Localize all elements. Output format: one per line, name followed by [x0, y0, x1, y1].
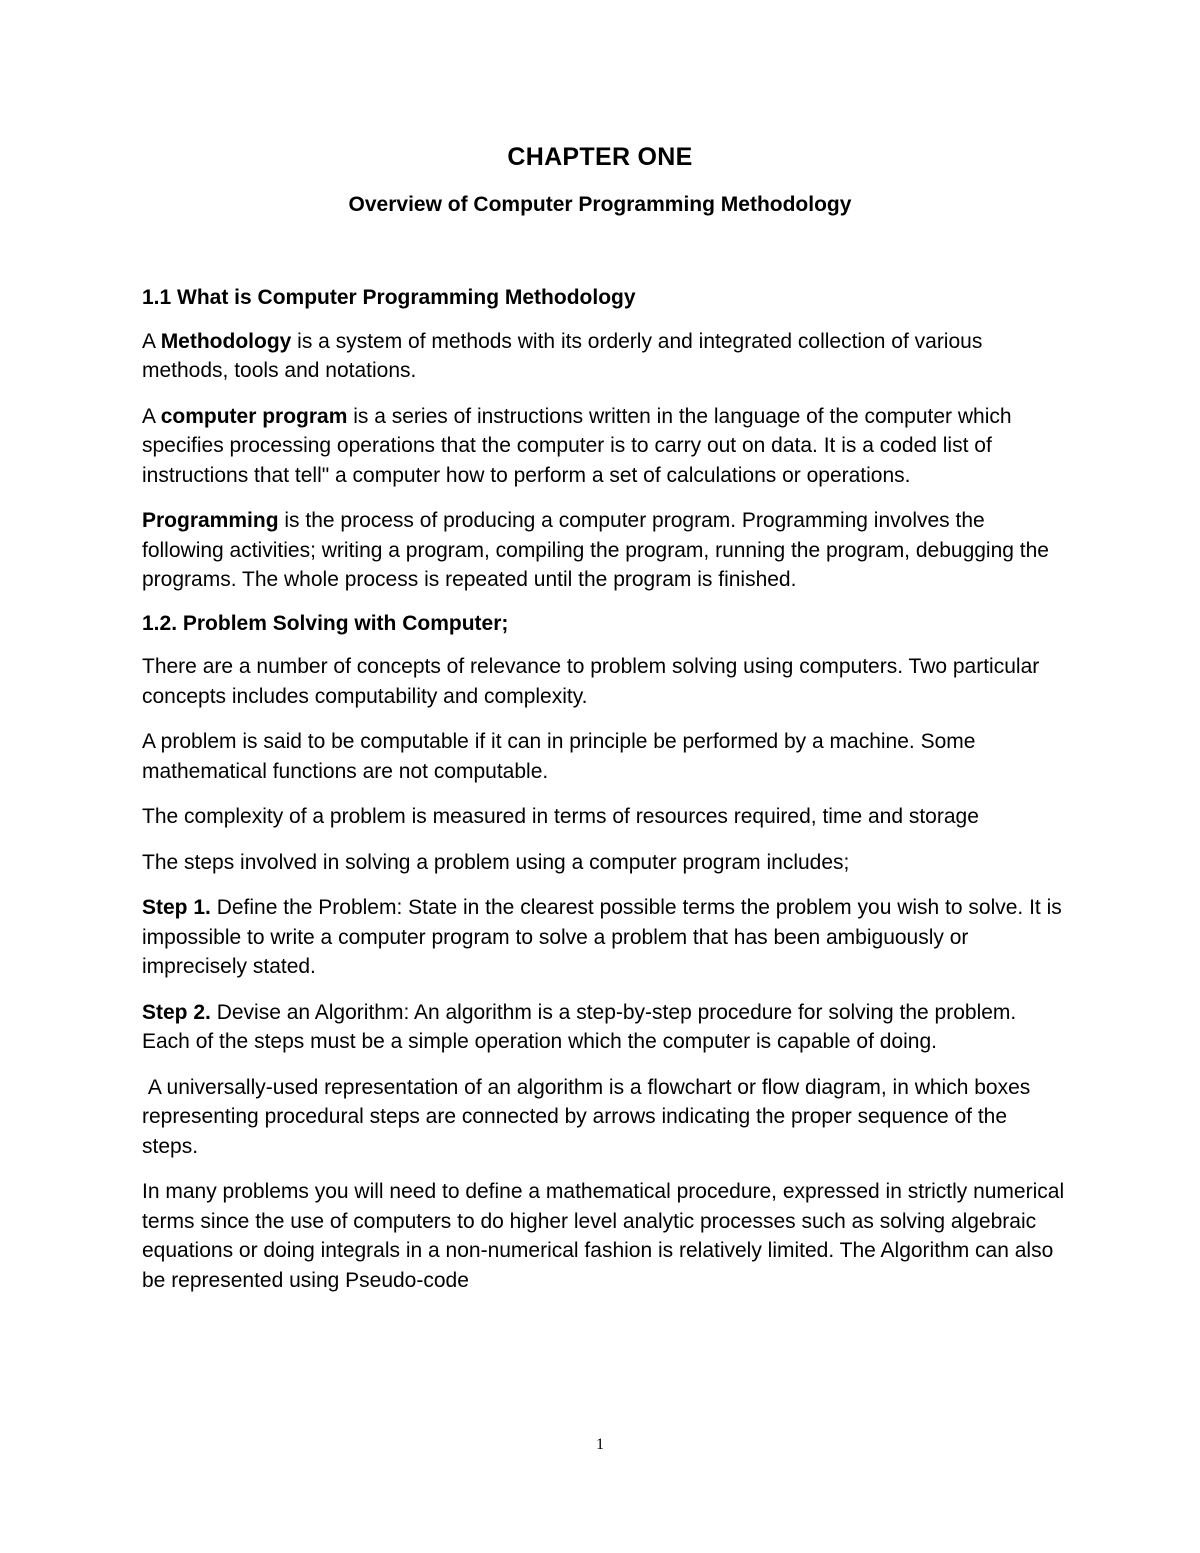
term-computer-program: computer program — [160, 404, 348, 428]
chapter-subtitle: Overview of Computer Programming Methodology — [348, 193, 852, 216]
page-number: 1 — [596, 1436, 604, 1453]
paragraph-step-1 — [142, 893, 1067, 982]
term-methodology: Methodology — [160, 329, 292, 353]
text-fragment: is the process of producing a computer program. Programming involves the following activities; writing a program, compiling the program, running the program, debugging the programs. The whole process is repeated until the program is finished. — [142, 509, 1049, 591]
step-2-text: Devise an Algorithm: An algorithm is a step-by-step procedure for solving the problem. Each of the steps must be a simple operation which the computer is capable of doing. — [142, 1000, 1017, 1053]
step-2-label: Step 2. — [142, 1000, 211, 1024]
text-fragment: is a system of methods with its orderly and integrated collection of various methods, tools and notations. — [142, 329, 983, 382]
paragraph-computer-program — [142, 402, 1067, 491]
document-body — [142, 283, 1067, 1295]
text-fragment: A — [142, 329, 161, 353]
chapter-title: CHAPTER ONE — [507, 143, 693, 171]
paragraph-mathematical-procedure: In many problems you will need to define a mathematical procedure, expressed in strictly numerical terms since the use of computers to do higher level analytic processes such as solving algebraic equations or doing integrals in a non-numerical fashion is relatively limited. The Algorithm can also be represented using Pseudo-code — [142, 1180, 1065, 1292]
step-1-text: Define the Problem: State in the clearest possible terms the problem you wish to solve. It is impossible to write a computer program to solve a problem that has been ambiguously or imprecisely stated. — [142, 896, 1062, 978]
paragraph-concepts: There are a number of concepts of relevance to problem solving using computers. Two particular concepts includes computability and complexity. — [142, 655, 1040, 708]
section-heading-1-1: 1.1 What is Computer Programming Methodology — [142, 286, 636, 309]
paragraph-step-2 — [142, 998, 1067, 1057]
text-fragment: A — [142, 404, 161, 428]
paragraph-complexity: The complexity of a problem is measured in terms of resources required, time and storage — [142, 805, 979, 828]
paragraph-methodology — [142, 327, 1067, 386]
paragraph-steps-intro: The steps involved in solving a problem using a computer program includes; — [142, 850, 850, 874]
term-programming: Programming — [142, 509, 279, 532]
section-heading-1-2: 1.2. Problem Solving with Computer; — [142, 611, 509, 635]
paragraph-computable: A problem is said to be computable if it can in principle be performed by a machine. Some mathematical functions are not computable. — [142, 730, 976, 783]
step-1-label: Step 1. — [142, 896, 211, 919]
paragraph-flowchart: A universally-used representation of an algorithm is a flowchart or flow diagram, in which boxes representing procedural steps are connected by arrows indicating the proper sequence of the steps. — [142, 1075, 1037, 1158]
text-fragment: is a series of instructions written in the language of the computer which specifies processing operations that the computer is to carry out on data. It is a coded list of instructions that tell" a computer how to perform a set of calculations or operations. — [142, 404, 1012, 487]
paragraph-programming — [142, 506, 1067, 595]
